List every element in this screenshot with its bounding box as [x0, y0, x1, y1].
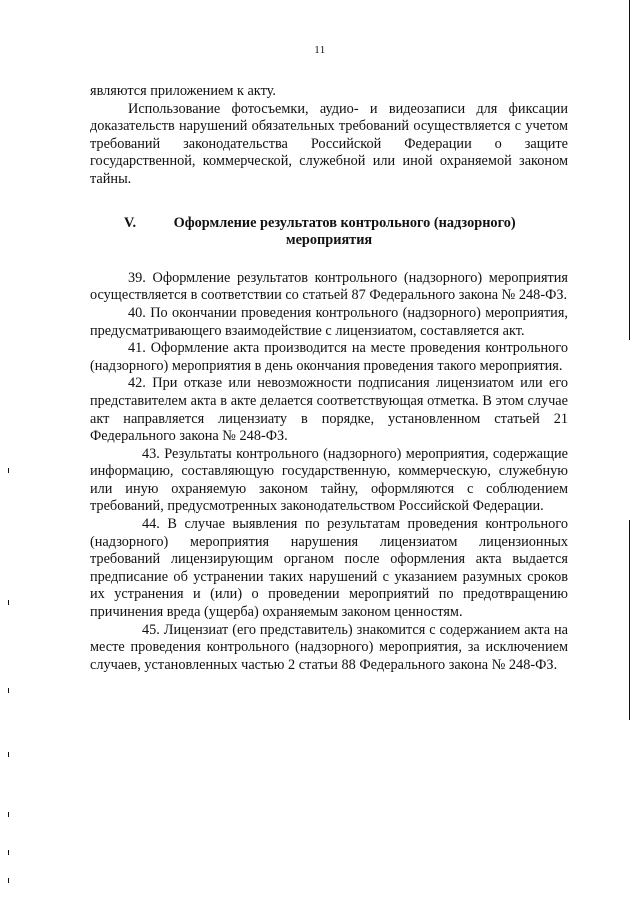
scan-edge-line-right-lower: [629, 520, 630, 720]
section-number: V.: [124, 214, 137, 231]
item-45: 45. Лицензиат (его представитель) знакомится с содержанием акта на месте проведения контрольного (надзорного) мероприятия, за исключением случаев, установленных частью 2 статьи 88 Федерального закона № 248-ФЗ.: [90, 621, 568, 673]
scan-edge-line-right: [629, 0, 630, 340]
item-39: 39. Оформление результатов контрольного (надзорного) мероприятия осуществляется в соответствии со статьей 87 Федерального закона № 248-ФЗ.: [90, 269, 568, 304]
section-title-line2: мероприятия: [285, 232, 373, 249]
document-body: [90, 83, 568, 674]
paragraph-media-recording: Использование фотосъемки, аудио- и видеозаписи для фиксации доказательств нарушений обязательных требований осуществляется с учетом требований законодательства Российской Федерации о защите государственной, коммерческой, служебной или иной охраняемой законом тайны.: [90, 100, 568, 187]
scan-mark: [8, 878, 9, 883]
continuation-text: являются приложением к акту.: [90, 83, 276, 99]
scan-mark: [8, 688, 9, 693]
item-41: 41. Оформление акта производится на месте проведения контрольного (надзорного) мероприятия в день окончания проведения такого мероприятия.: [90, 340, 568, 374]
item-43: 43. Результаты контрольного (надзорного) мероприятия, содержащие информацию, составляющую государственную, коммерческую, служебную или иную охраняемую законом тайну, оформляются с соблюдением требований, предусмотренных законодательством Российской Федерации.: [90, 445, 568, 515]
section-title-line1: Оформление результатов контрольного (надзорного): [173, 214, 516, 231]
scan-mark: [8, 752, 9, 757]
item-40: 40. По окончании проведения контрольного (надзорного) мероприятия, предусматривающего взаимодействие с лицензиатом, составляется акт.: [90, 304, 568, 339]
section-heading: [90, 215, 568, 250]
scan-mark: [8, 468, 9, 473]
scan-mark: [8, 850, 9, 855]
scan-mark: [8, 812, 9, 817]
item-44: 44. В случае выявления по результатам проведения контрольного (надзорного) мероприятия нарушения лицензиатом лицензионных требований лицензирующим органом после оформления акта выдается предписание об устранении таких нарушений с указанием разумных сроков их устранения и (или) о проведении мероприятий по предотвращению причинения вреда (ущерба) охраняемым законом ценностям.: [90, 516, 568, 621]
item-42: 42. При отказе или невозможности подписания лицензиатом или его представителем акта в акте делается соответствующая отметка. В этом случае акт направляется лицензиату в порядке, установленном статьей 21 Федерального закона № 248-ФЗ.: [90, 375, 568, 445]
page-number: 11: [314, 44, 326, 56]
scan-mark: [8, 600, 9, 605]
